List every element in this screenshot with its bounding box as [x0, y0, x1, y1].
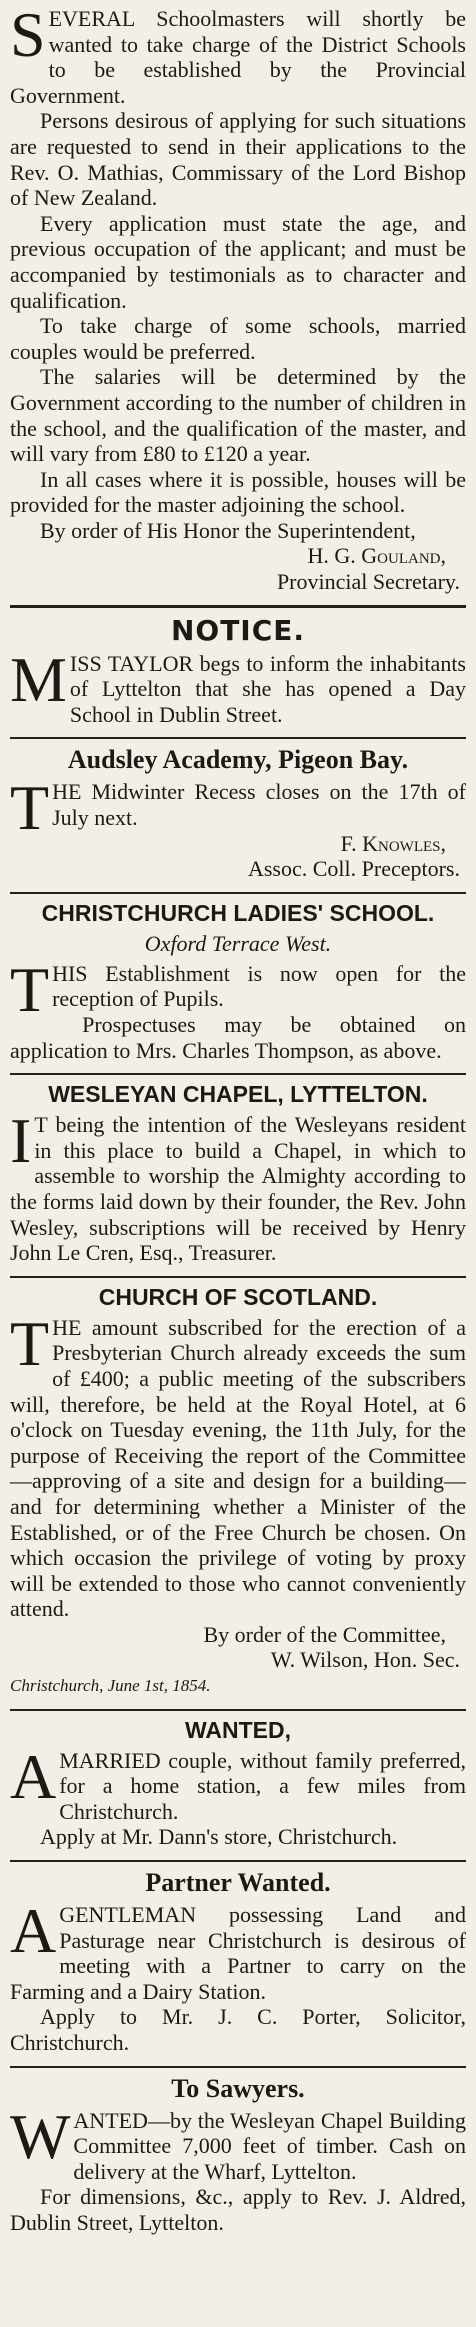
schoolmasters-lead: SEVERAL Schoolmasters will shortly be wanted to take charge of the District Schools to be established by the Provincial Government. [10, 0, 466, 108]
signer: H. G. Gouland, [307, 543, 446, 569]
dateline: Christchurch, June 1st, 1854. [10, 1676, 211, 1696]
drop-cap: S [10, 0, 46, 70]
paragraph: For dimensions, &c., apply to Rev. J. Aldred, Dublin Street, Lyttelton. [10, 2184, 466, 2235]
paragraph: MISS TAYLOR begs to inform the inhabitants of Lyttelton that she has opened a Day School in Dublin Street. [10, 643, 466, 727]
paragraph: By order of His Honor the Superintendent, [40, 517, 416, 543]
ad-to-sawyers [10, 2074, 466, 2236]
ad-audsley [10, 745, 466, 881]
paragraph: Prospectuses may be obtained on application to Mrs. Charles Thompson, as above. [10, 1012, 466, 1063]
divider [10, 605, 466, 608]
ad-notice [10, 614, 466, 728]
drop-cap: A [10, 1740, 57, 1812]
ad-heading: Partner Wanted. [145, 1868, 331, 1898]
drop-cap: T [10, 1307, 50, 1379]
drop-cap: I [10, 1105, 32, 1177]
divider [10, 737, 466, 739]
drop-cap: A [10, 1895, 57, 1967]
divider [10, 1073, 466, 1075]
ad-heading: WANTED, [184, 1716, 292, 1743]
ad-heading: Audsley Academy, Pigeon Bay. [67, 745, 409, 775]
ad-heading: To Sawyers. [171, 2073, 305, 2103]
divider [10, 1276, 466, 1278]
paragraph: The salaries will be determined by the Government according to the number of children in the school, and the qualification of the master, and will vary from £80 to £120 a year. [10, 364, 466, 467]
ad-church-of-scotland [10, 1284, 466, 1699]
divider [10, 1860, 466, 1862]
ad-wanted [10, 1717, 466, 1850]
signer: W. Wilson, Hon. Sec. [270, 1647, 460, 1673]
paragraph: AMARRIED couple, without family preferred, for a home station, a few miles from Christchurch. [10, 1740, 466, 1824]
drop-cap: T [10, 953, 50, 1025]
paragraph: Apply to Mr. J. C. Porter, Solicitor, Christchurch. [10, 2004, 466, 2055]
divider [10, 2066, 466, 2068]
signer: F. Knowles, [340, 830, 446, 856]
paragraph: THE Midwinter Recess closes on the 17th of July next. [10, 772, 466, 844]
paragraph: THE amount subscribed for the erection of a Presbyterian Church already exceeds the sum of £400; a public meeting of the subscribers will, therefore, be held at the Royal Hotel, at 6 o'clock on Tuesday evening, the 11th July, for the purpose of Receiving the report of the Committee—approving of a site and design for a building—and for determining whether a Minister of the Established, or of the Free Church be chosen. On which occasion the privilege of voting by proxy will be extended to those who cannot conveniently attend. [10, 1307, 466, 1622]
paragraph: I T being the intention of the Wesleyans resident in this place to build a Chapel, in which to assemble to worship the Almighty according to the forms laid down by their founder, the Rev. John Wesley, subscriptions will be received by Henry John Le Cren, Esq., Treasurer. [10, 1105, 466, 1266]
paragraph: Every application must state the age, and previous occupation of the applicant; and must be accompanied by testimonials as to character and qualification. [10, 210, 466, 313]
drop-cap: T [10, 772, 50, 844]
ad-heading: WESLEYAN CHAPEL, LYTTELTON. [48, 1081, 428, 1108]
paragraph: AGENTLEMAN possessing Land and Pasturage near Christchurch is desirous of meeting with a Partner to carry on the Farming and a Dairy Station. [10, 1895, 466, 2004]
order-line: By order of the Committee, [203, 1621, 446, 1647]
ad-heading: CHURCH OF SCOTLAND. [98, 1283, 378, 1310]
paragraph: WANTED—by the Wesleyan Chapel Building Committee 7,000 feet of timber. Cash on delivery at the Wharf, Lyttelton. [10, 2100, 466, 2184]
signer-title: Assoc. Coll. Preceptors. [247, 856, 460, 882]
paragraph: Apply at Mr. Dann's store, Christchurch. [40, 1824, 398, 1850]
ad-heading: CHRISTCHURCH LADIES' SCHOOL. [41, 899, 435, 926]
ad-heading: NOTICE. [170, 613, 306, 647]
ad-partner-wanted [10, 1868, 466, 2056]
ad-subheading: Oxford Terrace West. [144, 930, 332, 956]
ad-schoolmasters [10, 0, 466, 595]
drop-cap: M [10, 643, 67, 715]
paragraph: In all cases where it is possible, houses will be provided for the master adjoining the school. [10, 466, 466, 518]
signer-title: Provincial Secretary. [276, 569, 460, 595]
ad-wesleyan-chapel [10, 1081, 466, 1266]
paragraph: THIS Establishment is now open for the reception of Pupils. [10, 953, 466, 1025]
drop-cap: W [10, 2100, 71, 2172]
divider [10, 1709, 466, 1711]
paragraph: To take charge of some schools, married couples would be preferred. [10, 313, 466, 364]
divider [10, 892, 466, 894]
paragraph: Persons desirous of applying for such situations are requested to send in their applications to the Rev. O. Mathias, Commissary of the Lord Bishop of New Zealand. [10, 108, 466, 211]
ad-ladies-school [10, 900, 466, 1063]
